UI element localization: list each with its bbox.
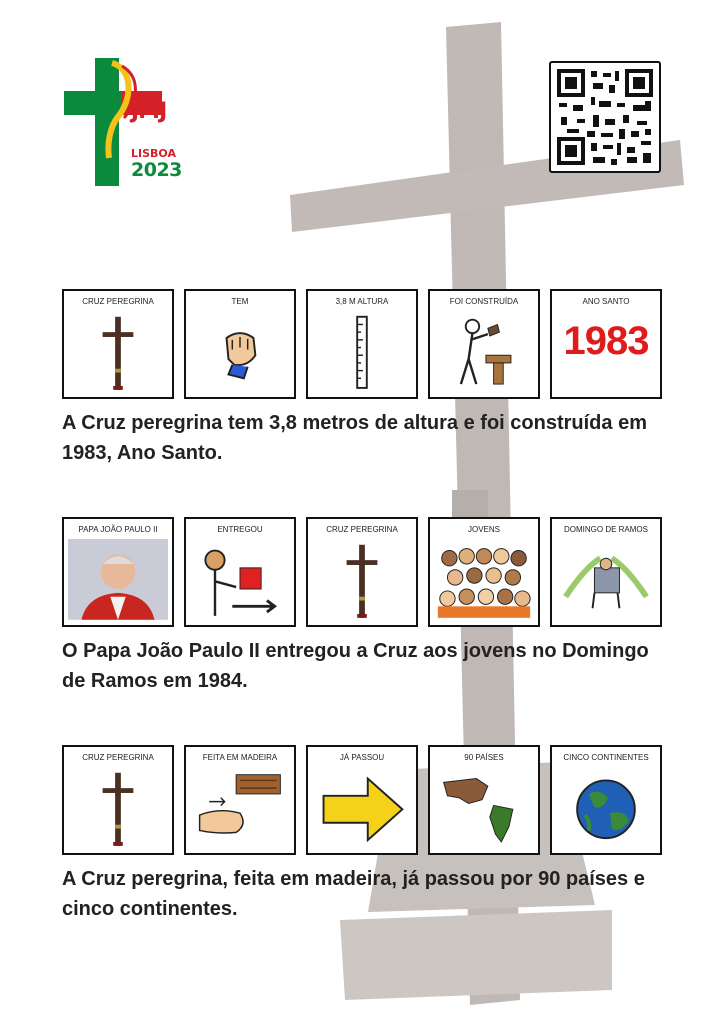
card-label: 3,8 M ALTURA [335, 297, 389, 306]
card-90-paises [428, 745, 540, 855]
card-label: CRUZ PEREGRINA [326, 525, 398, 534]
fist-icon [190, 311, 290, 392]
cross-icon [68, 767, 168, 848]
card-label: ENTREGOU [217, 525, 263, 534]
card-cruz-peregrina [62, 745, 174, 855]
card-cinco-continentes [550, 745, 662, 855]
card-label: 90 PAÍSES [464, 753, 504, 762]
card-domingo-de-ramos [550, 517, 662, 627]
card-label: JOVENS [467, 525, 500, 534]
caption-row-1: A Cruz peregrina tem 3,8 metros de altura e foi construída em 1983, Ano Santo. [62, 412, 647, 464]
card-label: PAPA JOÃO PAULO II [78, 525, 158, 534]
card-cruz-peregrina [62, 289, 174, 399]
card-feita-em-madeira [184, 745, 296, 855]
card-ja-passou [306, 745, 418, 855]
crowd-icon [434, 539, 534, 620]
pictogram-row-2 [62, 517, 662, 627]
palm-sunday-icon [556, 539, 656, 620]
qr-code-icon [557, 69, 653, 165]
arrow-right-icon [312, 767, 412, 848]
card-label: JÁ PASSOU [339, 753, 385, 762]
jmj-lisboa-logo [62, 58, 187, 190]
card-label: CRUZ PEREGRINA [82, 753, 154, 762]
logo-jmj-text: JMJ [131, 99, 167, 124]
pope-photo-image [68, 539, 168, 620]
card-ano-santo [550, 289, 662, 399]
builder-icon [434, 311, 534, 392]
logo-year-text: 2023 [131, 159, 182, 181]
card-label: TEM [231, 297, 249, 306]
card-entregou [184, 517, 296, 627]
card-label: FEITA EM MADEIRA [202, 753, 278, 762]
card-label: ANO SANTO [582, 297, 630, 306]
card-jovens [428, 517, 540, 627]
pictogram-row-1 [62, 289, 662, 399]
year-1983-text: 1983 [563, 319, 649, 363]
card-papa [62, 517, 174, 627]
qr-code[interactable] [549, 61, 661, 173]
card-foi-construida [428, 289, 540, 399]
caption-row-3: A Cruz peregrina, feita em madeira, já passou por 90 países e cinco continentes. [62, 868, 645, 920]
card-label: CINCO CONTINENTES [563, 753, 649, 762]
ruler-icon [312, 311, 412, 392]
caption-row-2: O Papa João Paulo II entregou a Cruz aos jovens no Domingo de Ramos em 1984. [62, 640, 649, 692]
globe-icon [556, 767, 656, 848]
pictogram-row-3 [62, 745, 662, 855]
give-icon [190, 539, 290, 620]
logo-city-text: LISBOA [131, 147, 176, 160]
wood-icon [190, 767, 290, 848]
card-tem [184, 289, 296, 399]
card-label: CRUZ PEREGRINA [82, 297, 154, 306]
card-altura [306, 289, 418, 399]
card-label: FOI CONSTRUÍDA [449, 297, 519, 306]
cross-icon [68, 311, 168, 392]
card-label: DOMINGO DE RAMOS [563, 525, 648, 534]
map-icon [434, 767, 534, 848]
cross-icon [312, 539, 412, 620]
card-cruz-peregrina [306, 517, 418, 627]
